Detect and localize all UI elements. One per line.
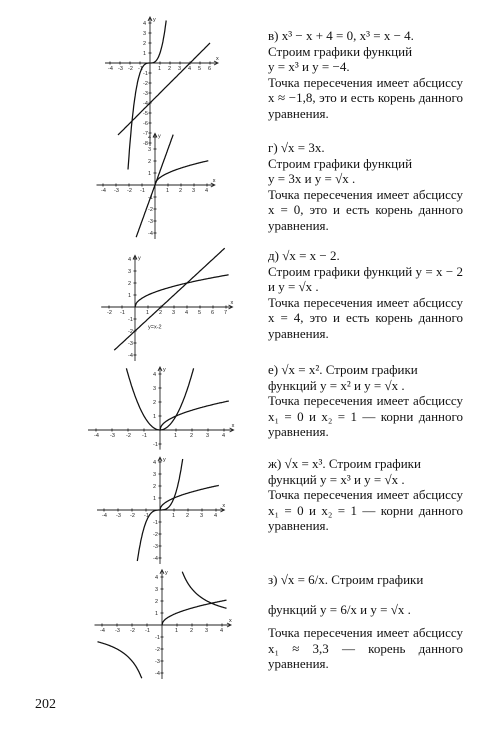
y-axis-name: y	[158, 133, 161, 140]
x-tick-label: 3	[172, 310, 176, 316]
y-tick-label: -2	[148, 207, 153, 213]
function-curve	[118, 43, 210, 135]
section-z	[268, 572, 463, 672]
y-axis-name: y	[163, 367, 166, 373]
x-axis-name: x	[222, 503, 226, 509]
y-tick-label: -1	[143, 71, 148, 77]
y-tick-label: -8	[143, 141, 148, 147]
x-tick-label: -4	[101, 188, 106, 194]
section-result: Точка пересечения имеет абсциссу x₁ = 0 и x₂ = 1 — корни данного уравнения.	[268, 487, 463, 533]
x-tick-label: 1	[172, 513, 176, 519]
x-tick-label: 5	[198, 66, 202, 72]
x-tick-label: -1	[140, 188, 145, 194]
x-tick-label: 4	[214, 513, 218, 519]
section-result: Точка пересечения имеет абсциссу x = 4, это и есть корень данного уравнения.	[268, 294, 463, 341]
x-tick-label: 4	[188, 66, 192, 72]
x-axis-name: x	[231, 423, 235, 429]
x-tick-label: -4	[102, 513, 107, 519]
y-tick-label: 1	[143, 51, 147, 57]
x-axis-name: x	[212, 178, 216, 184]
y-tick-label: -7	[143, 131, 148, 137]
y-tick-label: -4	[143, 101, 148, 107]
y-tick-label: -5	[143, 111, 148, 117]
x-tick-label: 3	[200, 513, 204, 519]
x-axis-name: x	[230, 300, 234, 306]
y-tick-label: 2	[153, 400, 157, 406]
y-tick-label: -1	[155, 635, 160, 641]
section-method: функций y = x² и y = √x .	[268, 377, 405, 393]
y-tick-label: -6	[143, 121, 148, 127]
section-result: Точка пересечения имеет абсциссу x = 0, это и есть корень данного уравнения.	[268, 186, 463, 233]
y-tick-label: 1	[153, 496, 157, 502]
function-curve	[98, 642, 142, 679]
section-heading: ж) √x = x³. Строим графики	[268, 456, 421, 471]
y-tick-label: 1	[128, 293, 132, 299]
page-number: 202	[35, 697, 56, 712]
x-tick-label: -2	[127, 188, 132, 194]
x-tick-label: 2	[186, 513, 190, 519]
y-tick-label: 4	[155, 575, 159, 581]
x-tick-label: 2	[179, 188, 183, 194]
section-heading: г) √x = 3x.	[268, 140, 325, 155]
y-tick-label: 3	[155, 587, 159, 593]
y-tick-label: -3	[128, 341, 133, 347]
x-tick-label: -1	[145, 628, 150, 634]
x-tick-label: 2	[190, 433, 194, 439]
y-tick-label: -4	[148, 231, 153, 237]
section-d	[268, 248, 463, 341]
y-tick-label: 3	[128, 269, 132, 275]
y-tick-label: -2	[128, 329, 133, 335]
y-tick-label: -2	[153, 532, 158, 538]
y-tick-label: 1	[148, 171, 152, 177]
section-method: функций y = x³ и y = √x .	[268, 471, 405, 487]
section-e	[268, 362, 463, 440]
graph-sqrt-vs-x-minus-2	[95, 255, 235, 360]
x-tick-label: 4	[220, 628, 224, 634]
x-tick-label: -4	[100, 628, 105, 634]
x-tick-label: -2	[130, 628, 135, 634]
y-tick-label: 4	[153, 460, 157, 466]
x-tick-label: 3	[178, 66, 182, 72]
x-tick-label: -1	[144, 513, 149, 519]
y-tick-label: 2	[148, 159, 152, 165]
x-tick-label: -3	[110, 433, 115, 439]
y-tick-label: 4	[153, 372, 157, 378]
x-tick-label: 2	[168, 66, 172, 72]
curve-label: y=x-2	[148, 324, 162, 331]
section-heading: е) √x = x². Строим графики	[268, 362, 418, 377]
y-axis-name: y	[138, 255, 141, 262]
x-tick-label: -3	[116, 513, 121, 519]
y-tick-label: 4	[143, 21, 147, 27]
x-tick-label: 6	[211, 310, 215, 316]
section-functions: y = x³ и y = −4.	[268, 59, 350, 74]
x-tick-label: 4	[185, 310, 189, 316]
section-method: функций y = 6/x и y = √x .	[268, 601, 411, 617]
section-method: Строим графики функций y = x − 2 и y = √x .	[268, 263, 463, 294]
y-tick-label: 2	[128, 281, 132, 287]
function-curve	[135, 275, 229, 307]
x-tick-label: 1	[175, 628, 179, 634]
x-tick-label: -1	[120, 310, 125, 316]
graph-cubic-vs-line	[95, 15, 230, 147]
x-tick-label: -2	[126, 433, 131, 439]
x-tick-label: -4	[108, 66, 113, 72]
x-tick-label: 6	[208, 66, 212, 72]
x-tick-label: 2	[159, 310, 163, 316]
section-v	[268, 28, 463, 121]
x-tick-label: 1	[166, 188, 170, 194]
y-tick-label: -4	[128, 353, 133, 359]
x-tick-label: 1	[146, 310, 150, 316]
y-tick-label: 2	[155, 599, 159, 605]
y-tick-label: 1	[153, 414, 157, 420]
y-tick-label: -4	[155, 671, 160, 677]
x-axis-name: x	[216, 56, 219, 62]
y-tick-label: -2	[143, 81, 148, 87]
section-functions: y = 3x и y = √x .	[268, 171, 356, 186]
graph-sqrt-vs-3x	[95, 133, 225, 250]
x-tick-label: 5	[198, 310, 202, 316]
x-tick-label: 7	[224, 310, 228, 316]
x-tick-label: 3	[206, 433, 210, 439]
y-tick-label: -1	[153, 520, 158, 526]
y-axis-name: y	[153, 17, 156, 23]
y-tick-label: -1	[128, 317, 133, 323]
section-heading: д) √x = x − 2.	[268, 248, 340, 263]
x-tick-label: -3	[115, 628, 120, 634]
graph-sqrt-vs-six-over-x	[95, 565, 235, 695]
x-tick-label: -2	[107, 310, 112, 316]
x-tick-label: -4	[94, 433, 99, 439]
y-tick-label: -2	[155, 647, 160, 653]
y-tick-label: 1	[155, 611, 159, 617]
function-curve	[114, 248, 228, 350]
section-result: Точка пересечения имеет абсциссу x ≈ −1,8, это и есть корень данного уравнения.	[268, 74, 463, 121]
x-tick-label: 4	[222, 433, 226, 439]
x-tick-label: -3	[118, 66, 123, 72]
y-tick-label: 2	[143, 41, 147, 47]
section-g	[268, 140, 463, 233]
function-curve	[182, 572, 226, 609]
x-tick-label: 3	[205, 628, 209, 634]
section-method: Строим графики функций	[268, 43, 413, 59]
y-tick-label: 3	[143, 31, 147, 37]
x-tick-label: -1	[142, 433, 147, 439]
section-result: Точка пересечения имеет абсциссу x₁ = 0 и x₂ = 1 — корни данного уравнения.	[268, 393, 463, 439]
y-tick-label: -3	[148, 219, 153, 225]
y-tick-label: 3	[153, 472, 157, 478]
section-zh	[268, 456, 463, 534]
y-axis-name: y	[163, 457, 166, 464]
graph-sqrt-vs-x-squared	[90, 365, 235, 455]
section-result: Точка пересечения имеет абсциссу x₁ ≈ 3,3 — корень данного уравнения.	[268, 625, 463, 671]
y-tick-label: -3	[153, 544, 158, 550]
x-tick-label: 2	[190, 628, 194, 634]
x-tick-label: -2	[128, 66, 133, 72]
y-tick-label: 4	[128, 257, 132, 263]
y-tick-label: -1	[148, 195, 153, 201]
y-axis-name: y	[165, 569, 168, 576]
x-tick-label: 3	[192, 188, 196, 194]
function-curve	[162, 600, 227, 625]
y-tick-label: -1	[153, 442, 158, 448]
x-tick-label: 1	[174, 433, 178, 439]
x-axis-name: x	[229, 618, 232, 624]
y-tick-label: 3	[148, 147, 152, 153]
y-tick-label: -3	[143, 91, 148, 97]
x-tick-label: -3	[114, 188, 119, 194]
x-tick-label: -2	[130, 513, 135, 519]
y-tick-label: 2	[153, 484, 157, 490]
y-tick-label: -4	[153, 556, 158, 562]
section-heading: з) √x = 6/x. Строим графики	[268, 572, 424, 587]
x-tick-label: 1	[158, 66, 162, 72]
x-tick-label: -1	[138, 66, 143, 72]
function-curve	[160, 401, 229, 430]
y-tick-label: 4	[148, 135, 152, 141]
section-heading: в) x³ − x + 4 = 0, x³ = x − 4.	[268, 28, 414, 43]
section-method: Строим графики функций	[268, 155, 413, 171]
y-tick-label: 3	[153, 386, 157, 392]
graph-sqrt-vs-x-cubed	[95, 452, 230, 567]
x-tick-label: 4	[205, 188, 209, 194]
y-tick-label: -3	[155, 659, 160, 665]
